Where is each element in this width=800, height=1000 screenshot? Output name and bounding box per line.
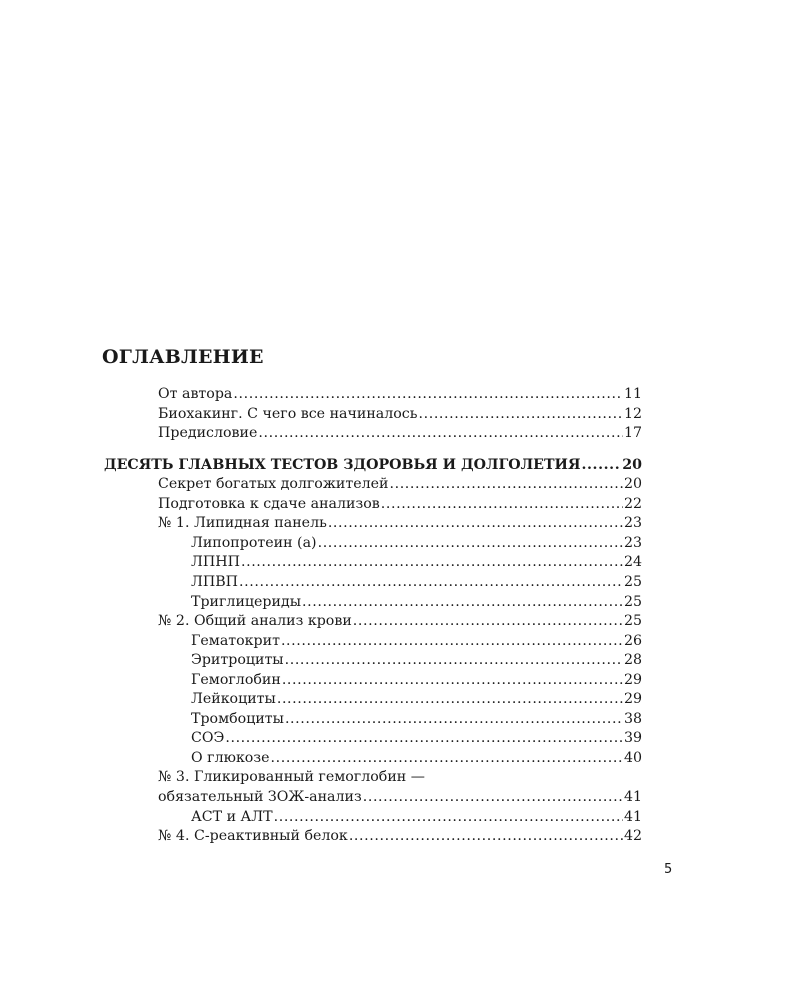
toc-entry [191,729,642,748]
toc-dot-leader [239,573,623,592]
toc-entry-page: 25 [623,613,642,629]
toc-entry [158,827,642,846]
toc-dot-leader [241,553,623,572]
toc-entry [158,424,642,443]
toc-entry [191,553,642,572]
toc-dot-leader [363,788,623,807]
toc-dot-leader [418,405,622,424]
toc-entry-title: № 3. Гликированный гемоглобин — [158,769,425,785]
toc-entry-page: 17 [623,425,642,441]
toc-entry-title: № 1. Липидная панель [158,515,327,531]
toc-entry [191,710,642,729]
toc-entry [191,690,642,709]
toc-entry-title: ЛПНП [191,554,240,570]
toc-heading: ОГЛАВЛЕНИЕ [102,346,264,368]
toc-entry [191,534,642,553]
toc-dot-leader [285,710,623,729]
toc-entry-page: 25 [623,574,642,590]
toc-entry [158,385,642,404]
toc-entry-title: СОЭ [191,730,225,746]
toc-entry-page: 23 [623,515,642,531]
toc-entry-page: 42 [623,828,642,844]
toc-dot-leader [282,671,623,690]
toc-entry-title: ЛПВП [191,574,239,590]
toc-entry [104,456,642,475]
toc-entry [191,573,642,592]
toc-entry-title: Гемоглобин [191,672,281,688]
toc-entry [191,671,642,690]
toc-dot-leader [285,651,623,670]
toc-entry-title: Биохакинг. С чего все начиналось [158,406,418,422]
toc-entry [191,593,642,612]
toc-dot-leader [318,534,623,553]
toc-entry-title: АСТ и АЛТ [191,809,273,825]
toc-entry [158,612,642,631]
toc-dot-leader [328,514,623,533]
toc-entry [158,768,425,787]
toc-entry-page: 12 [623,406,642,422]
toc-dot-leader [258,424,623,443]
toc-entry-title: Тромбоциты [191,711,284,727]
toc-dot-leader [225,729,623,748]
toc-entry [158,788,642,807]
toc-entry-title: Подготовка к сдаче анализов [158,496,380,512]
toc-entry-title: Гематокрит [191,633,280,649]
toc-entry-page: 41 [623,809,642,825]
toc-entry-title: Триглицериды [191,594,301,610]
toc-dot-leader [274,808,623,827]
toc-dot-leader [349,827,623,846]
toc-entry-page: 23 [623,535,642,551]
toc-entry-page: 11 [623,386,642,402]
toc-dot-leader [302,593,623,612]
toc-dot-leader [233,385,623,404]
toc-dot-leader [281,632,623,651]
toc-dot-leader [353,612,623,631]
toc-entry-page: 26 [623,633,642,649]
toc-entry-page: 28 [623,652,642,668]
toc-entry-title: От автора [158,386,233,402]
toc-entry-page: 40 [623,750,642,766]
toc-entry [191,632,642,651]
toc-dot-leader [277,690,623,709]
toc-dot-leader [389,475,622,494]
toc-dot-leader [381,495,623,514]
toc-entry-title: Предисловие [158,425,258,441]
toc-dot-leader [581,456,621,475]
toc-entry-title: обязательный ЗОЖ-анализ [158,789,362,805]
toc-entry [158,475,642,494]
toc-entry-page: 38 [623,711,642,727]
toc-dot-leader [270,749,622,768]
toc-entry-page: 20 [623,476,642,492]
toc-entry [191,749,642,768]
toc-entry-title: № 4. С-реактивный белок [158,828,348,844]
toc-entry [158,495,642,514]
toc-entry [191,651,642,670]
toc-entry-page: 29 [623,691,642,707]
toc-entry-title: О глюкозе [191,750,270,766]
toc-entry-page: 25 [623,594,642,610]
toc-entry-title: Липопротеин (a) [191,535,317,551]
toc-entry-title: Секрет богатых долгожителей [158,476,389,492]
toc-entry-page: 29 [623,672,642,688]
toc-entry-title: Эритроциты [191,652,284,668]
page-number: 5 [664,862,673,877]
toc-entry-title: ДЕСЯТЬ ГЛАВНЫХ ТЕСТОВ ЗДОРОВЬЯ И ДОЛГОЛЕТИЯ [104,457,581,473]
toc-entry [158,405,642,424]
toc-entry-page: 22 [623,496,642,512]
toc-entry-page: 39 [623,730,642,746]
toc-entry-page: 20 [622,457,642,473]
toc-entry [158,514,642,533]
toc-entry-title: Лейкоциты [191,691,276,707]
toc-entry-title: № 2. Общий анализ крови [158,613,352,629]
toc-entry [191,808,642,827]
toc-entry-page: 41 [623,789,642,805]
toc-entry-page: 24 [623,554,642,570]
